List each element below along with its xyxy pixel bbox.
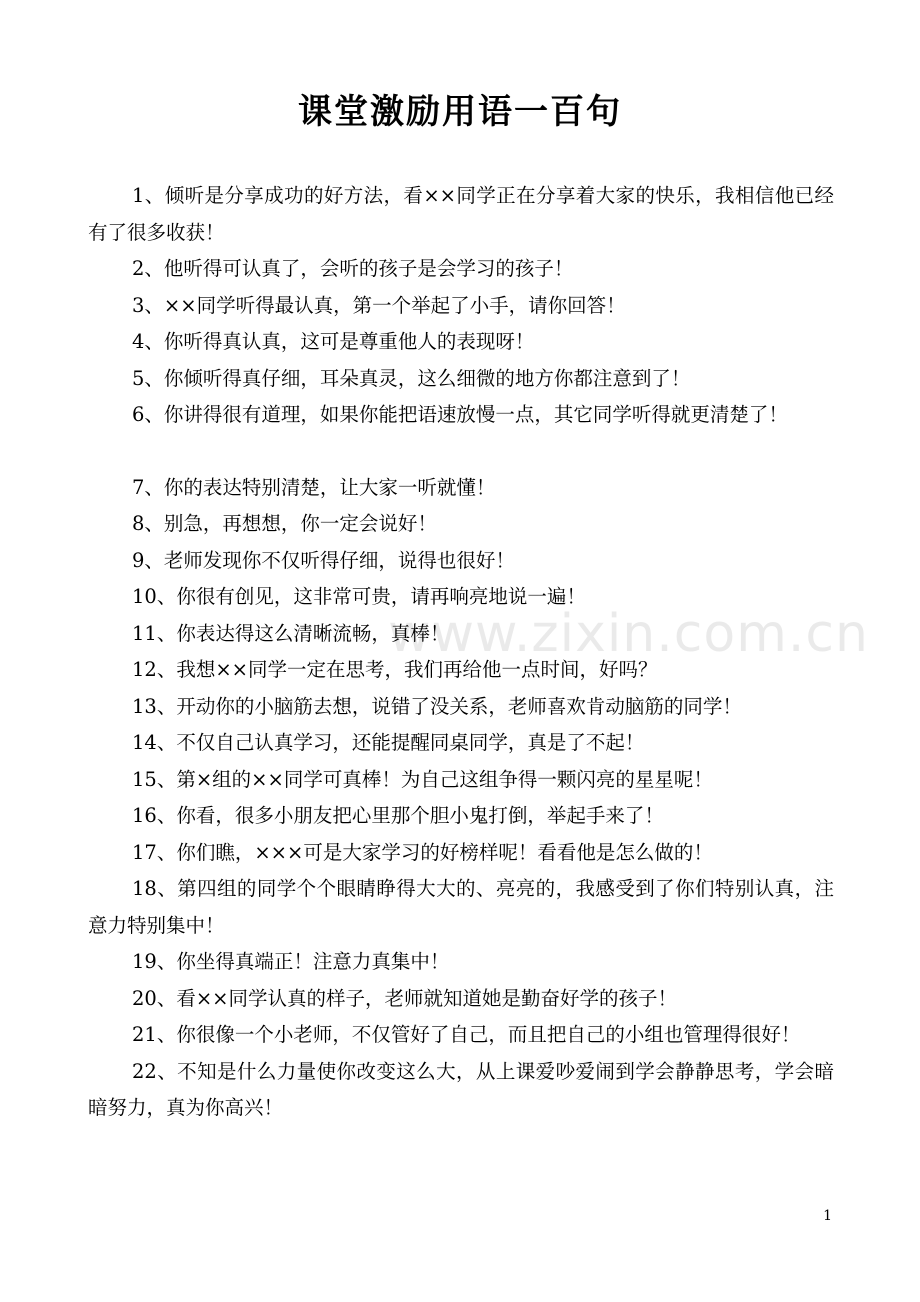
list-item: 10、你很有创见，这非常可贵，请再响亮地说一遍！: [132, 585, 586, 608]
page-title: 课堂激励用语一百句: [298, 92, 622, 132]
list-item: 5、你倾听得真仔细，耳朵真灵，这么细微的地方你都注意到了！: [132, 366, 691, 390]
list-item: 20、看××同学认真的样子，老师就知道她是勤奋好学的孩子！: [132, 986, 677, 1010]
list-item: 11、你表达得这么清晰流畅，真棒！: [132, 621, 450, 645]
list-item: 13、开动你的小脑筋去想，说错了没关系，老师喜欢肯动脑筋的同学！: [132, 694, 742, 718]
list-item: 15、第×组的××同学可真棒！为自己这组争得一颗闪亮的星星呢！: [132, 767, 713, 791]
document-body: [88, 178, 834, 1127]
list-item: 9、老师发现你不仅听得仔细，说得也很好！: [132, 548, 515, 572]
list-item: 14、不仅自己认真学习，还能提醒同桌同学，真是了不起！: [132, 731, 645, 754]
list-item: 4、你听得真认真，这可是尊重他人的表现呀！: [132, 330, 535, 353]
list-item: 8、别急，再想想，你一定会说好！: [132, 512, 437, 535]
list-item: 6、你讲得很有道理，如果你能把语速放慢一点，其它同学听得就更清楚了！: [132, 403, 788, 426]
list-item: 19、你坐得真端正！注意力真集中！: [132, 950, 450, 973]
list-item: 7、你的表达特别清楚，让大家一听就懂！: [132, 475, 496, 499]
list-item: 22、不知是什么力量使你改变这么大，从上课爱吵爱闹到学会静静思考，学会暗暗努力，真为你高兴！: [88, 1059, 834, 1119]
watermark: www.zixin.com.cn: [388, 604, 869, 664]
paragraph-gap: [88, 434, 834, 470]
list-item: 2、他听得可认真了，会听的孩子是会学习的孩子！: [132, 257, 574, 280]
list-item: 21、你很像一个小老师，不仅管好了自己，而且把自己的小组也管理得很好！: [132, 1023, 801, 1046]
list-item: 1、倾听是分享成功的好方法，看××同学正在分享着大家的快乐，我相信他已经有了很多收获！: [88, 184, 834, 244]
list-item: 17、你们瞧，×××可是大家学习的好榜样呢！看看他是怎么做的！: [132, 840, 713, 864]
page-number: 1: [823, 1208, 832, 1224]
list-item: 18、第四组的同学个个眼睛睁得大大的、亮亮的，我感受到了你们特别认真，注意力特别集中！: [88, 877, 834, 937]
list-item: 3、××同学听得最认真，第一个举起了小手，请你回答！: [132, 293, 626, 317]
list-item: 12、我想××同学一定在思考，我们再给他一点时间，好吗？: [132, 658, 658, 681]
list-item: 16、你看，很多小朋友把心里那个胆小鬼打倒，举起手来了！: [132, 804, 664, 827]
